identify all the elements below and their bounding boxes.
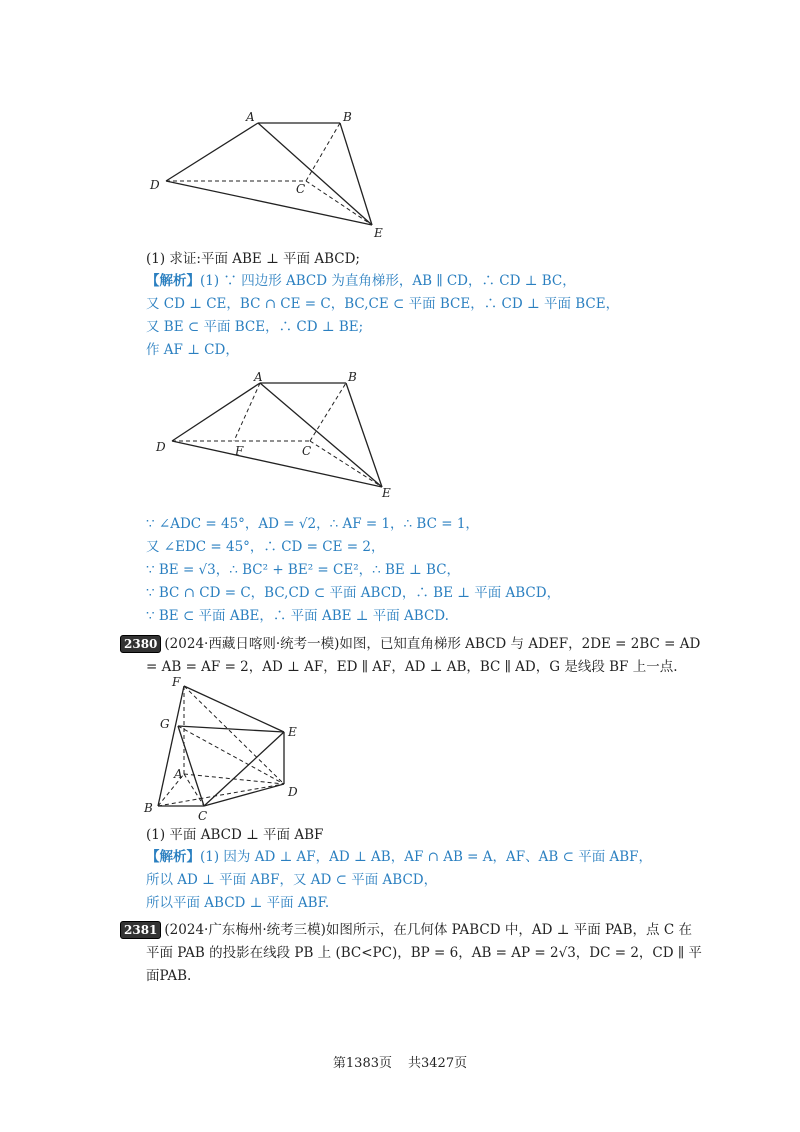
q2381-number-badge: 2381	[120, 921, 161, 939]
solution-tag: 【解析】	[146, 849, 200, 865]
figure-2	[150, 365, 410, 505]
q2381-line-3: 面PAB.	[146, 968, 192, 984]
q2381-line-2: 平面 PAB 的投影在线段 PB 上 (BC<PC)，BP = 6，AB = AP = 2√3，DC = 2，CD ∥ 平	[146, 945, 702, 961]
figure-2-label-a: A	[254, 370, 263, 384]
q2380-text-1: (2024·西藏日喀则·统考一模)如图，已知直角梯形 ABCD 与 ADEF，2DE = 2BC = AD	[164, 636, 701, 652]
q2380-question: (1) 平面 ABCD ⊥ 平面 ABF	[146, 827, 324, 843]
figure-2-label-f: F	[235, 444, 244, 458]
q2380-solution-line-2: 所以 AD ⊥ 平面 ABF，又 AD ⊂ 平面 ABCD，	[146, 872, 438, 888]
figure-1-label-b: B	[343, 110, 352, 124]
part1-solution-line-2: 又 CD ⊥ CE，BC ∩ CE = C，BC,CE ⊂ 平面 BCE，∴ CD ⊥ 平面 BCE，	[146, 296, 620, 312]
page-total: 共3427页	[408, 1056, 468, 1071]
q2381-line-1	[120, 920, 692, 940]
part1-solution-line-3: 又 BE ⊂ 平面 BCE，∴ CD ⊥ BE;	[146, 319, 364, 335]
solution-text: (1) ∵ 四边形 ABCD 为直角梯形，AB ∥ CD，∴ CD ⊥ BC，	[200, 273, 576, 289]
part1-question: (1) 求证:平面 ABE ⊥ 平面 ABCD;	[146, 251, 360, 267]
part1b-line-5: ∵ BE ⊂ 平面 ABE，∴ 平面 ABE ⊥ 平面 ABCD.	[146, 608, 449, 624]
q2380-solution-line-3: 所以平面 ABCD ⊥ 平面 ABF.	[146, 895, 330, 911]
figure-3-label-c: C	[198, 809, 208, 822]
part1b-line-4: ∵ BC ∩ CD = C，BC,CD ⊂ 平面 ABCD，∴ BE ⊥ 平面 ABCD，	[146, 585, 561, 601]
q2380-line-2: = AB = AF = 2，AD ⊥ AF，ED ∥ AF，AD ⊥ AB，BC ∥ AD，G 是线段 BF 上一点.	[146, 659, 678, 675]
solution-text: (1) 因为 AD ⊥ AF，AD ⊥ AB，AF ∩ AB = A，AF、AB ⊂ 平面 ABF，	[200, 849, 653, 865]
q2380-solution-line-1	[146, 847, 652, 867]
figure-1	[140, 105, 400, 245]
figure-2-label-d: D	[156, 440, 166, 454]
figure-3-label-f: F	[172, 675, 181, 689]
figure-3	[138, 672, 308, 822]
part1-solution-line-1	[146, 271, 576, 291]
page-footer	[0, 1052, 800, 1071]
figure-3-label-a: A	[174, 767, 183, 781]
figure-3-label-d: D	[288, 785, 298, 799]
figure-3-label-g: G	[160, 717, 170, 731]
part1b-line-1: ∵ ∠ADC = 45°，AD = √2，∴ AF = 1，∴ BC = 1，	[146, 516, 479, 532]
figure-2-label-b: B	[348, 370, 357, 384]
figure-1-label-c: C	[296, 182, 306, 196]
figure-3-label-b: B	[144, 801, 153, 815]
solution-tag: 【解析】	[146, 273, 200, 289]
q2381-text-1: (2024·广东梅州·统考三模)如图所示，在几何体 PABCD 中，AD ⊥ 平面 PAB，点 C 在	[164, 922, 692, 938]
figure-1-label-e: E	[374, 226, 383, 240]
figure-1-label-d: D	[150, 178, 160, 192]
figure-2-label-c: C	[302, 444, 312, 458]
page-number: 第1383页	[332, 1056, 392, 1071]
part1-solution-line-4: 作 AF ⊥ CD，	[146, 342, 239, 358]
figure-3-label-e: E	[288, 725, 297, 739]
part1b-line-2: 又 ∠EDC = 45°，∴ CD = CE = 2，	[146, 539, 385, 555]
q2380-number-badge: 2380	[120, 635, 161, 653]
q2380-line-1	[120, 634, 700, 654]
part1b-line-3: ∵ BE = √3，∴ BC² + BE² = CE²，∴ BE ⊥ BC，	[146, 562, 461, 578]
figure-1-label-a: A	[246, 110, 255, 124]
figure-2-label-e: E	[382, 486, 391, 500]
